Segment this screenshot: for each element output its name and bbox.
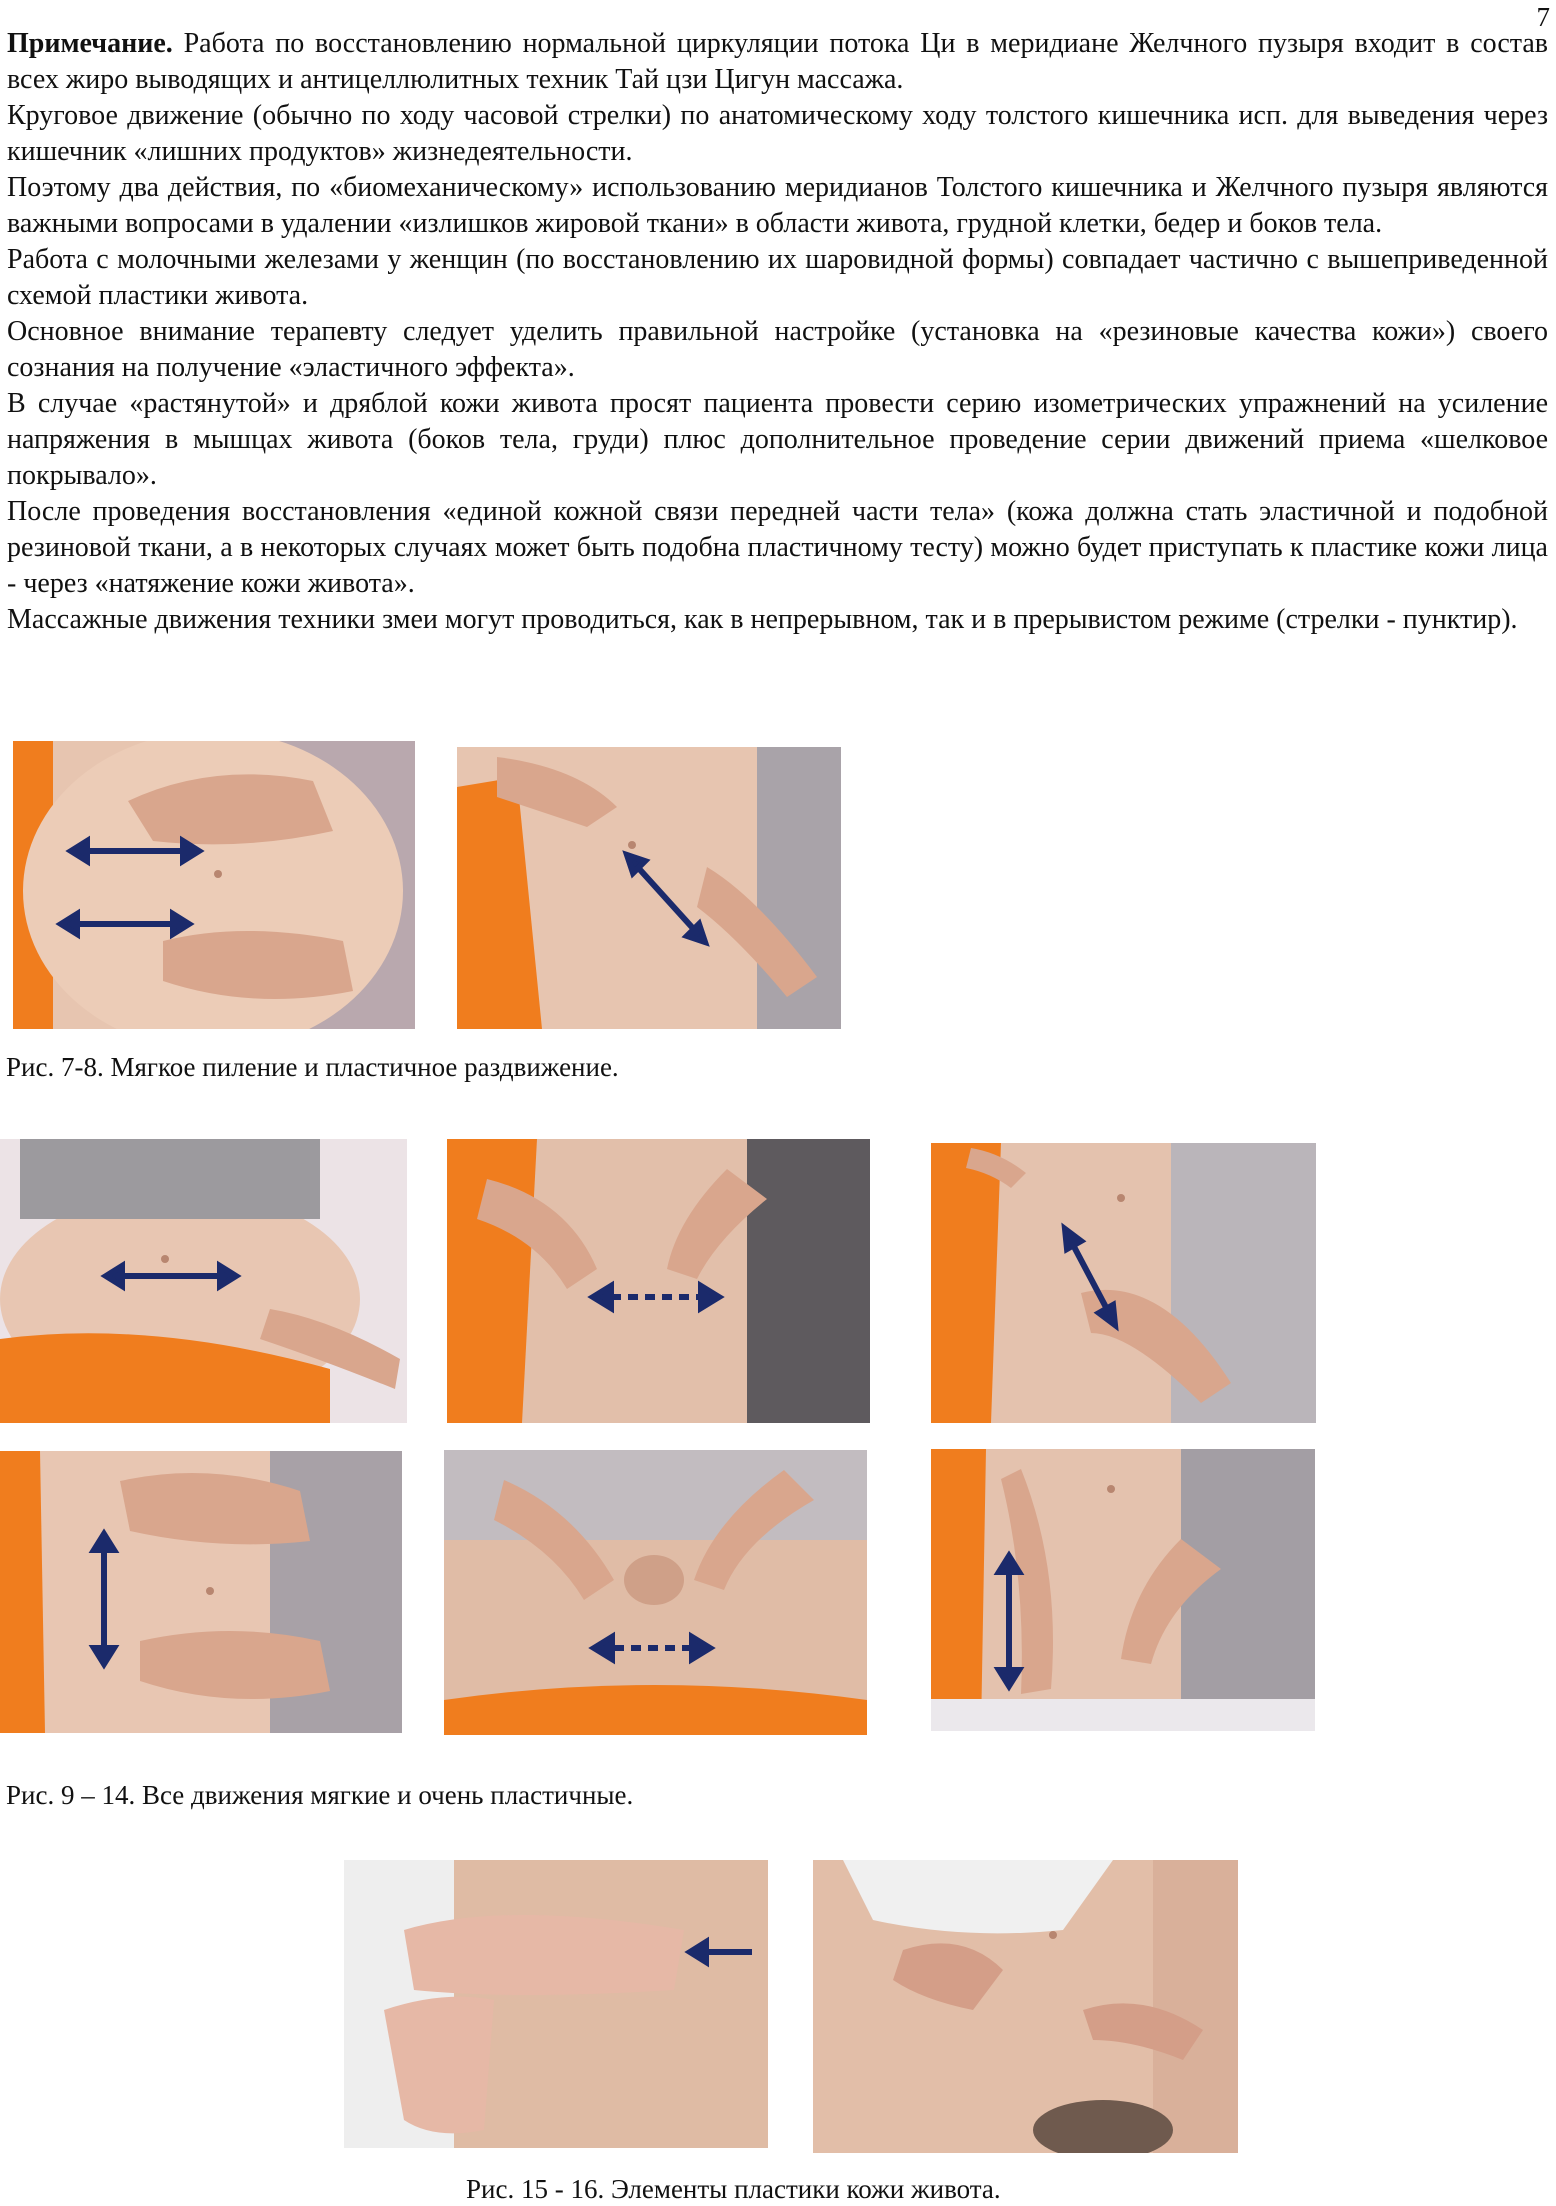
paragraph-attention: Основное внимание терапевту следует уделить правильной настройке (установка на «резиновые качества кожи») своего сознания на получение «эластичного эффекта». <box>7 316 1548 383</box>
photo-figure-8 <box>457 747 841 1029</box>
photo-figure-7 <box>13 741 415 1029</box>
paragraph-snake-technique: Массажные движения техники змеи могут проводиться, как в непрерывном, так и в прерывистом режиме (стрелки - пунктир). <box>7 604 1518 635</box>
page-number: 7 <box>1536 2 1550 32</box>
photo-figure-12 <box>0 1451 402 1733</box>
arrows-figure-15 <box>344 1860 768 2148</box>
photo-figure-11 <box>931 1143 1316 1423</box>
arrows-figure-11 <box>931 1143 1316 1423</box>
arrows-figure-9 <box>0 1139 407 1423</box>
paragraph-breasts: Работа с молочными железами у женщин (по восстановлению их шаровидной формы) совпадает частично с вышеприведенной схемой пластики живота. <box>7 244 1548 311</box>
arrows-figure-13 <box>444 1450 867 1735</box>
paragraph-circular-motion: Круговое движение (обычно по ходу часовой стрелки) по анатомическому ходу толстого кишечника исп. для выведения через кишечник «лишних продуктов» жизнедеятельности. <box>7 100 1548 167</box>
arrows-figure-10 <box>447 1139 870 1423</box>
caption-figures-7-8: Рис. 7-8. Мягкое пиление и пластичное раздвижение. <box>6 1052 619 1082</box>
body-text <box>7 26 1548 638</box>
photo-figure-16 <box>813 1860 1238 2153</box>
photo-figure-15 <box>344 1860 768 2148</box>
photo-figure-14 <box>931 1449 1315 1731</box>
paragraph-meridians: Поэтому два действия, по «биомеханическому» использованию меридианов Толстого кишечника и Желчного пузыря являются важными вопросами в удалении «излишков жировой ткани» в области живота, грудной клетки, бедер и боков тела. <box>7 172 1548 239</box>
arrows-figure-8 <box>457 747 841 1029</box>
caption-figures-15-16: Рис. 15 - 16. Элементы пластики кожи живота. <box>466 2174 1001 2204</box>
arrows-figure-7 <box>13 741 415 1029</box>
paragraph-stretched-skin: В случае «растянутой» и дряблой кожи живота просят пациента провести серию изометрических упражнений на усиление напряжения в мышцах живота (боков тела, груди) плюс дополнительное проведение серии движений приема «шелковое покрывало». <box>7 388 1548 491</box>
arrows-figure-12 <box>0 1451 402 1733</box>
photo-figure-10 <box>447 1139 870 1423</box>
arrows-figure-14 <box>931 1449 1315 1731</box>
photo-figure-13 <box>444 1450 867 1735</box>
paragraph-after-restoration: После проведения восстановления «единой кожной связи передней части тела» (кожа должна стать эластичной и подобной резиновой ткани, а в некоторых случаях может быть подобна пластичному тесту) можно будет приступать к пластике кожи лица - через «натяжение кожи живота». <box>7 496 1548 599</box>
paragraph-note <box>7 26 1548 98</box>
photo-figure-9 <box>0 1139 407 1423</box>
note-text: Работа по восстановлению нормальной циркуляции потока Ци в меридиане Желчного пузыря входит в состав всех жиро выводящих и антицеллюлитных техник Тай цзи Цигун массажа. <box>7 28 1548 95</box>
note-label: Примечание. <box>7 28 173 59</box>
caption-figures-9-14: Рис. 9 – 14. Все движения мягкие и очень пластичные. <box>6 1780 634 1810</box>
